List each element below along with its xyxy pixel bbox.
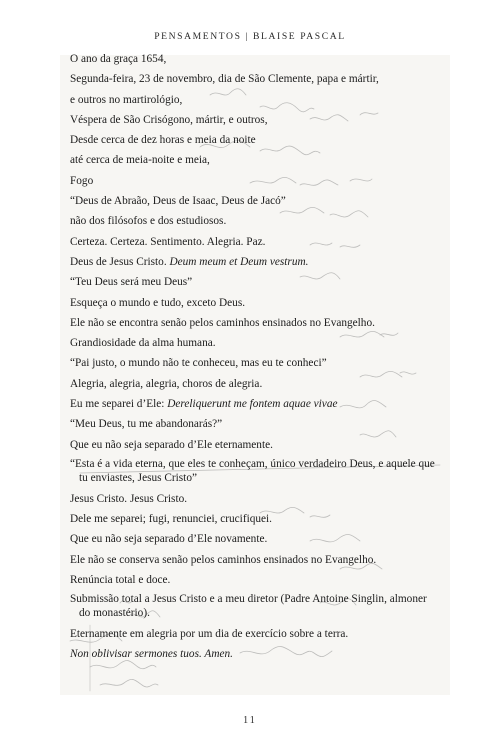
text-line: Eternamente em alegria por um dia de exercício sobre a terra.: [70, 628, 349, 641]
text-line: Certeza. Certeza. Sentimento. Alegria. Paz.: [70, 235, 266, 248]
text-line: Desde cerca de dez horas e meia da noite: [70, 134, 256, 147]
latin-quote: Deum meum et Deum vestrum.: [169, 255, 309, 268]
text-segment: Submissão total a Jesus Cristo e a meu diretor (Padre Antoine Singlin, almoner: [70, 593, 427, 606]
text-line: “Deus de Abraão, Deus de Isaac, Deus de Jacó”: [70, 195, 286, 208]
page-number: 11: [243, 715, 257, 726]
text-continuation: do monastério).: [79, 606, 150, 619]
latin-quote: Dereliquerunt me fontem aquae vivae: [167, 398, 338, 411]
text-continuation: tu enviastes, Jesus Cristo”: [79, 471, 197, 484]
text-line: Que eu não seja separado d’Ele novamente.: [70, 533, 268, 546]
text-line: Fogo: [70, 174, 94, 187]
text-segment: Eu me separei d’Ele:: [70, 398, 168, 411]
text-line: O ano da graça 1654,: [70, 53, 167, 65]
text-line: Ele não se encontra senão pelos caminhos ensinados no Evangelho.: [70, 316, 375, 329]
text-line: Alegria, alegria, alegria, choros de alegria.: [70, 377, 263, 390]
book-author: BLAISE PASCAL: [253, 31, 346, 42]
text-segment: Deus de Jesus Cristo.: [70, 255, 170, 268]
text-line: Ele não se conserva senão pelos caminhos ensinados no Evangelho.: [70, 553, 377, 566]
text-line: não dos filósofos e dos estudiosos.: [70, 215, 227, 228]
text-line: Segunda-feira, 23 de novembro, dia de São Clemente, papa e mártir,: [70, 73, 379, 86]
text-line: Véspera de São Crisógono, mártir, e outros,: [70, 113, 268, 126]
text-line: “Teu Deus será meu Deus”: [70, 276, 193, 289]
text-line: “Pai justo, o mundo não te conheceu, mas eu te conheci”: [70, 357, 327, 370]
text-line: Grandiosidade da alma humana.: [70, 337, 216, 350]
header-separator: |: [245, 31, 250, 42]
text-line: [70, 458, 460, 485]
text-line: e outros no martirológio,: [70, 93, 183, 106]
text-line: Non oblivisar sermones tuos. Amen.: [70, 648, 233, 661]
text-line: Renúncia total e doce.: [70, 574, 171, 586]
text-line: [70, 593, 460, 620]
running-head: [0, 31, 500, 42]
text-line: [70, 252, 460, 272]
text-line: Dele me separei; fugi, renunciei, crucifiquei.: [70, 513, 272, 526]
text-line: Jesus Cristo. Jesus Cristo.: [70, 492, 188, 505]
text-line: Esqueça o mundo e tudo, exceto Deus.: [70, 296, 246, 309]
text-line: [70, 394, 460, 414]
memorial-text: [70, 49, 460, 665]
book-title: PENSAMENTOS: [154, 31, 242, 42]
text-line: “Meu Deus, tu me abandonarás?”: [70, 418, 223, 431]
text-line: até cerca de meia-noite e meia,: [70, 154, 210, 167]
text-segment: “Esta é a vida eterna, que eles te conheçam, único verdadeiro Deus, e aquele que: [70, 457, 435, 470]
text-line: Que eu não seja separado d’Ele eternamente.: [70, 438, 273, 451]
